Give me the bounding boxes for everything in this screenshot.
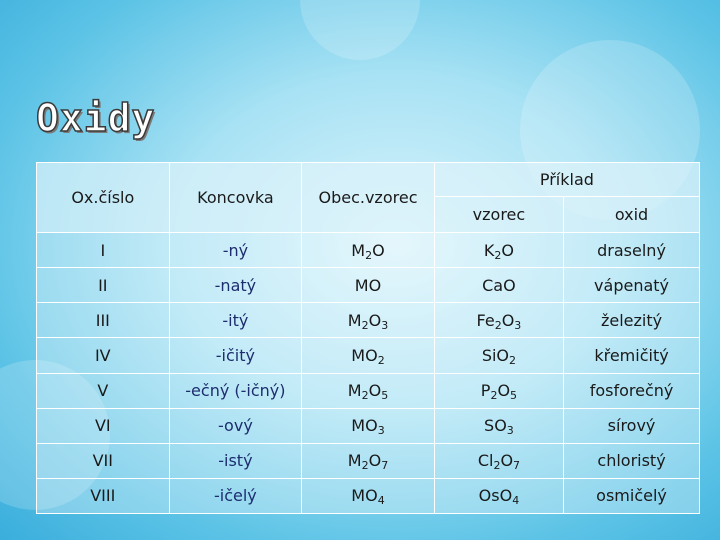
cell-oxid: fosforečný bbox=[564, 373, 700, 408]
cell-obec-vzorec-part: MO bbox=[351, 486, 378, 506]
cell-vzorec-part: 3 bbox=[506, 424, 514, 438]
table-row bbox=[37, 373, 700, 408]
table-row bbox=[37, 233, 700, 268]
header-vzorec: vzorec bbox=[434, 197, 563, 233]
cell-ox-cislo: VII bbox=[37, 443, 170, 478]
cell-ox-cislo: IV bbox=[37, 338, 170, 373]
cell-ox-cislo: II bbox=[37, 268, 170, 303]
cell-obec-vzorec-part: O bbox=[372, 240, 385, 260]
table-row bbox=[37, 443, 700, 478]
cell-ox-cislo: I bbox=[37, 233, 170, 268]
cell-vzorec-part: CaO bbox=[482, 275, 516, 295]
cell-obec-vzorec bbox=[302, 233, 435, 268]
cell-koncovka: -ný bbox=[169, 233, 302, 268]
cell-oxid: chloristý bbox=[564, 443, 700, 478]
cell-vzorec-part: 2 bbox=[494, 248, 502, 262]
cell-vzorec-part: O bbox=[501, 240, 514, 260]
cell-obec-vzorec-part: O bbox=[368, 310, 382, 330]
cell-obec-vzorec bbox=[302, 303, 435, 338]
table-row bbox=[37, 338, 700, 373]
cell-obec-vzorec-part: 3 bbox=[377, 424, 385, 438]
cell-koncovka: -itý bbox=[169, 303, 302, 338]
cell-obec-vzorec-part: O bbox=[368, 381, 382, 401]
cell-koncovka: -ový bbox=[169, 408, 302, 443]
cell-oxid: křemičitý bbox=[564, 338, 700, 373]
cell-vzorec-part: K bbox=[483, 240, 495, 260]
cell-vzorec-part: 4 bbox=[512, 494, 520, 508]
cell-obec-vzorec-part: M bbox=[351, 240, 366, 260]
table-row bbox=[37, 268, 700, 303]
cell-vzorec-part: 5 bbox=[510, 389, 518, 403]
cell-obec-vzorec bbox=[302, 338, 435, 373]
table-row bbox=[37, 408, 700, 443]
header-oxid: oxid bbox=[564, 197, 700, 233]
cell-obec-vzorec-part: 2 bbox=[361, 389, 369, 403]
background-bokeh bbox=[300, 0, 420, 60]
cell-vzorec-part: 2 bbox=[494, 318, 502, 332]
cell-obec-vzorec-part: 7 bbox=[381, 459, 389, 473]
cell-vzorec-part: Cl bbox=[477, 451, 494, 471]
cell-obec-vzorec bbox=[302, 443, 435, 478]
cell-vzorec-part: O bbox=[500, 451, 514, 471]
cell-vzorec bbox=[434, 233, 563, 268]
cell-koncovka: -ečný (-ičný) bbox=[169, 373, 302, 408]
cell-vzorec-part: SiO bbox=[481, 345, 510, 365]
cell-obec-vzorec-part: 3 bbox=[381, 318, 389, 332]
cell-vzorec-part: 3 bbox=[514, 318, 522, 332]
cell-vzorec bbox=[434, 268, 563, 303]
table-row bbox=[37, 478, 700, 513]
cell-vzorec bbox=[434, 303, 563, 338]
cell-vzorec-part: O bbox=[497, 381, 511, 401]
header-priklad: Příklad bbox=[434, 163, 699, 197]
cell-koncovka: -ičitý bbox=[169, 338, 302, 373]
cell-obec-vzorec-part: M bbox=[347, 381, 362, 401]
table-row bbox=[37, 303, 700, 338]
cell-vzorec-part: P bbox=[480, 381, 491, 401]
cell-vzorec bbox=[434, 443, 563, 478]
cell-obec-vzorec-part: O bbox=[368, 451, 382, 471]
cell-vzorec-part: 7 bbox=[513, 459, 521, 473]
cell-obec-vzorec-part: M bbox=[347, 451, 362, 471]
cell-vzorec-part: OsO bbox=[478, 486, 513, 506]
cell-koncovka: -ičelý bbox=[169, 478, 302, 513]
cell-koncovka: -natý bbox=[169, 268, 302, 303]
cell-obec-vzorec-part: 2 bbox=[361, 318, 369, 332]
cell-obec-vzorec bbox=[302, 408, 435, 443]
cell-vzorec bbox=[434, 373, 563, 408]
header-row bbox=[37, 163, 700, 197]
cell-vzorec-part: 2 bbox=[493, 459, 501, 473]
cell-koncovka: -istý bbox=[169, 443, 302, 478]
cell-obec-vzorec-part: 5 bbox=[381, 389, 389, 403]
cell-oxid: sírový bbox=[564, 408, 700, 443]
cell-oxid: železitý bbox=[564, 303, 700, 338]
cell-ox-cislo: III bbox=[37, 303, 170, 338]
oxides-table bbox=[36, 162, 700, 514]
cell-obec-vzorec-part: M bbox=[347, 310, 362, 330]
cell-vzorec-part: 2 bbox=[490, 389, 498, 403]
cell-obec-vzorec-part: 4 bbox=[377, 494, 385, 508]
cell-vzorec bbox=[434, 478, 563, 513]
cell-obec-vzorec bbox=[302, 373, 435, 408]
cell-vzorec-part: Fe bbox=[476, 310, 495, 330]
cell-oxid: draselný bbox=[564, 233, 700, 268]
cell-vzorec-part: O bbox=[501, 310, 515, 330]
cell-ox-cislo: VIII bbox=[37, 478, 170, 513]
cell-vzorec-part: 2 bbox=[509, 353, 517, 367]
cell-obec-vzorec bbox=[302, 478, 435, 513]
cell-vzorec bbox=[434, 338, 563, 373]
cell-obec-vzorec-part: MO bbox=[351, 345, 378, 365]
cell-obec-vzorec-part: MO bbox=[354, 275, 382, 295]
cell-ox-cislo: V bbox=[37, 373, 170, 408]
cell-obec-vzorec-part: 2 bbox=[361, 459, 369, 473]
header-ox-cislo: Ox.číslo bbox=[37, 163, 170, 233]
cell-oxid: vápenatý bbox=[564, 268, 700, 303]
cell-vzorec-part: SO bbox=[484, 416, 507, 436]
cell-ox-cislo: VI bbox=[37, 408, 170, 443]
cell-vzorec bbox=[434, 408, 563, 443]
cell-oxid: osmičelý bbox=[564, 478, 700, 513]
header-koncovka: Koncovka bbox=[169, 163, 302, 233]
header-obec-vzorec: Obec.vzorec bbox=[302, 163, 435, 233]
cell-obec-vzorec-part: 2 bbox=[377, 353, 385, 367]
cell-obec-vzorec-part: 2 bbox=[365, 248, 373, 262]
cell-obec-vzorec bbox=[302, 268, 435, 303]
cell-obec-vzorec-part: MO bbox=[351, 416, 378, 436]
slide-title: Oxidy bbox=[36, 96, 156, 140]
